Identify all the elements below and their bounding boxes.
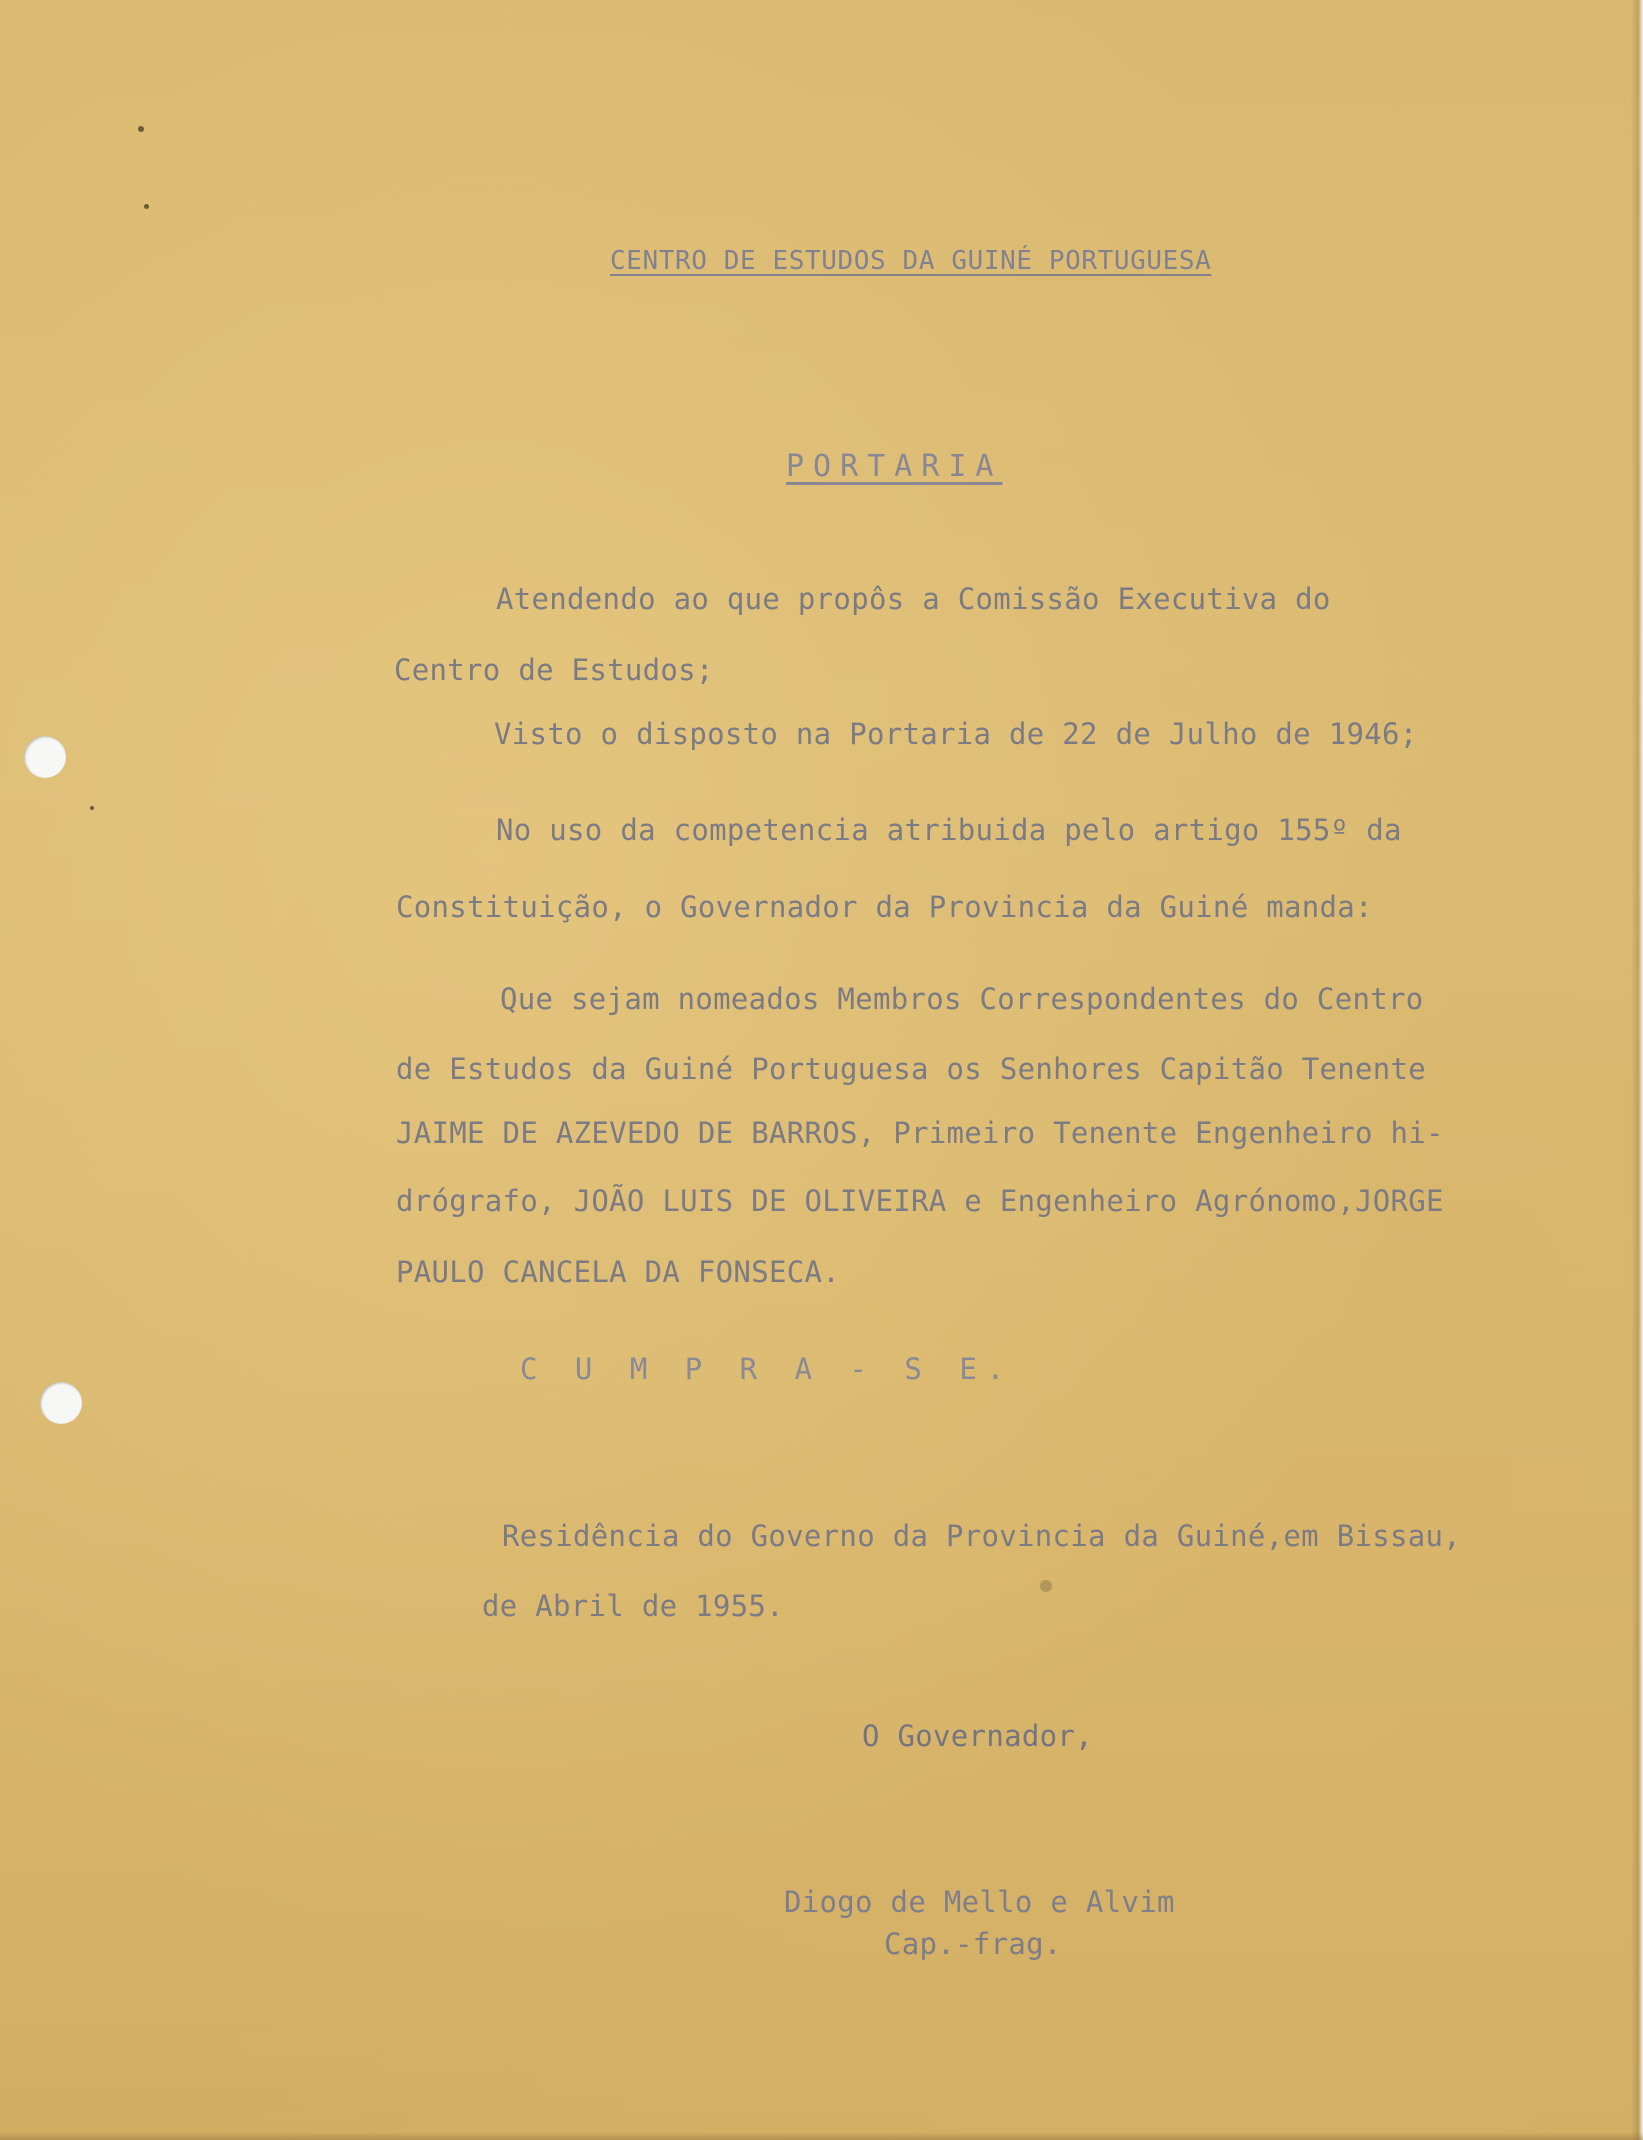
punch-hole-bottom bbox=[40, 1382, 82, 1424]
signatory-name: Diogo de Mello e Alvim bbox=[784, 1885, 1175, 1919]
body-line-2: Centro de Estudos; bbox=[394, 653, 714, 687]
signatory-title: O Governador, bbox=[862, 1719, 1093, 1753]
organization-heading: CENTRO DE ESTUDOS DA GUINÉ PORTUGUESA bbox=[610, 246, 1212, 276]
body-line-7: de Estudos da Guiné Portuguesa os Senhores Capitão Tenente bbox=[396, 1052, 1427, 1086]
page-edge-shadow bbox=[1631, 0, 1643, 2140]
place-date-line-2: de Abril de 1955. bbox=[482, 1589, 784, 1623]
body-line-6: Que sejam nomeados Membros Correspondentes do Centro bbox=[500, 982, 1424, 1016]
page-bottom-edge bbox=[0, 2132, 1643, 2140]
signatory-rank: Cap.-frag. bbox=[884, 1927, 1062, 1961]
paper-speck bbox=[144, 204, 149, 209]
paper-speck bbox=[138, 126, 144, 132]
punch-hole-top bbox=[24, 736, 66, 778]
body-line-1: Atendendo ao que propôs a Comissão Executiva do bbox=[496, 582, 1331, 616]
paper-speck bbox=[1040, 1580, 1052, 1592]
body-line-3: Visto o disposto na Portaria de 22 de Julho de 1946; bbox=[494, 717, 1418, 751]
document-title: PORTARIA bbox=[786, 449, 1003, 484]
place-date-line-1: Residência do Governo da Provincia da Guiné,em Bissau, bbox=[502, 1519, 1462, 1553]
body-line-5: Constituição, o Governador da Provincia da Guiné manda: bbox=[396, 890, 1373, 924]
body-line-10: PAULO CANCELA DA FONSECA. bbox=[396, 1255, 840, 1289]
body-line-9: drógrafo, JOÃO LUIS DE OLIVEIRA e Engenheiro Agrónomo,JORGE bbox=[396, 1184, 1444, 1218]
closing-formula: C U M P R A - S E. bbox=[520, 1352, 1015, 1386]
paper-speck bbox=[90, 806, 94, 810]
body-line-8: JAIME DE AZEVEDO DE BARROS, Primeiro Tenente Engenheiro hi- bbox=[396, 1116, 1444, 1150]
body-line-4: No uso da competencia atribuida pelo artigo 155º da bbox=[496, 813, 1402, 847]
